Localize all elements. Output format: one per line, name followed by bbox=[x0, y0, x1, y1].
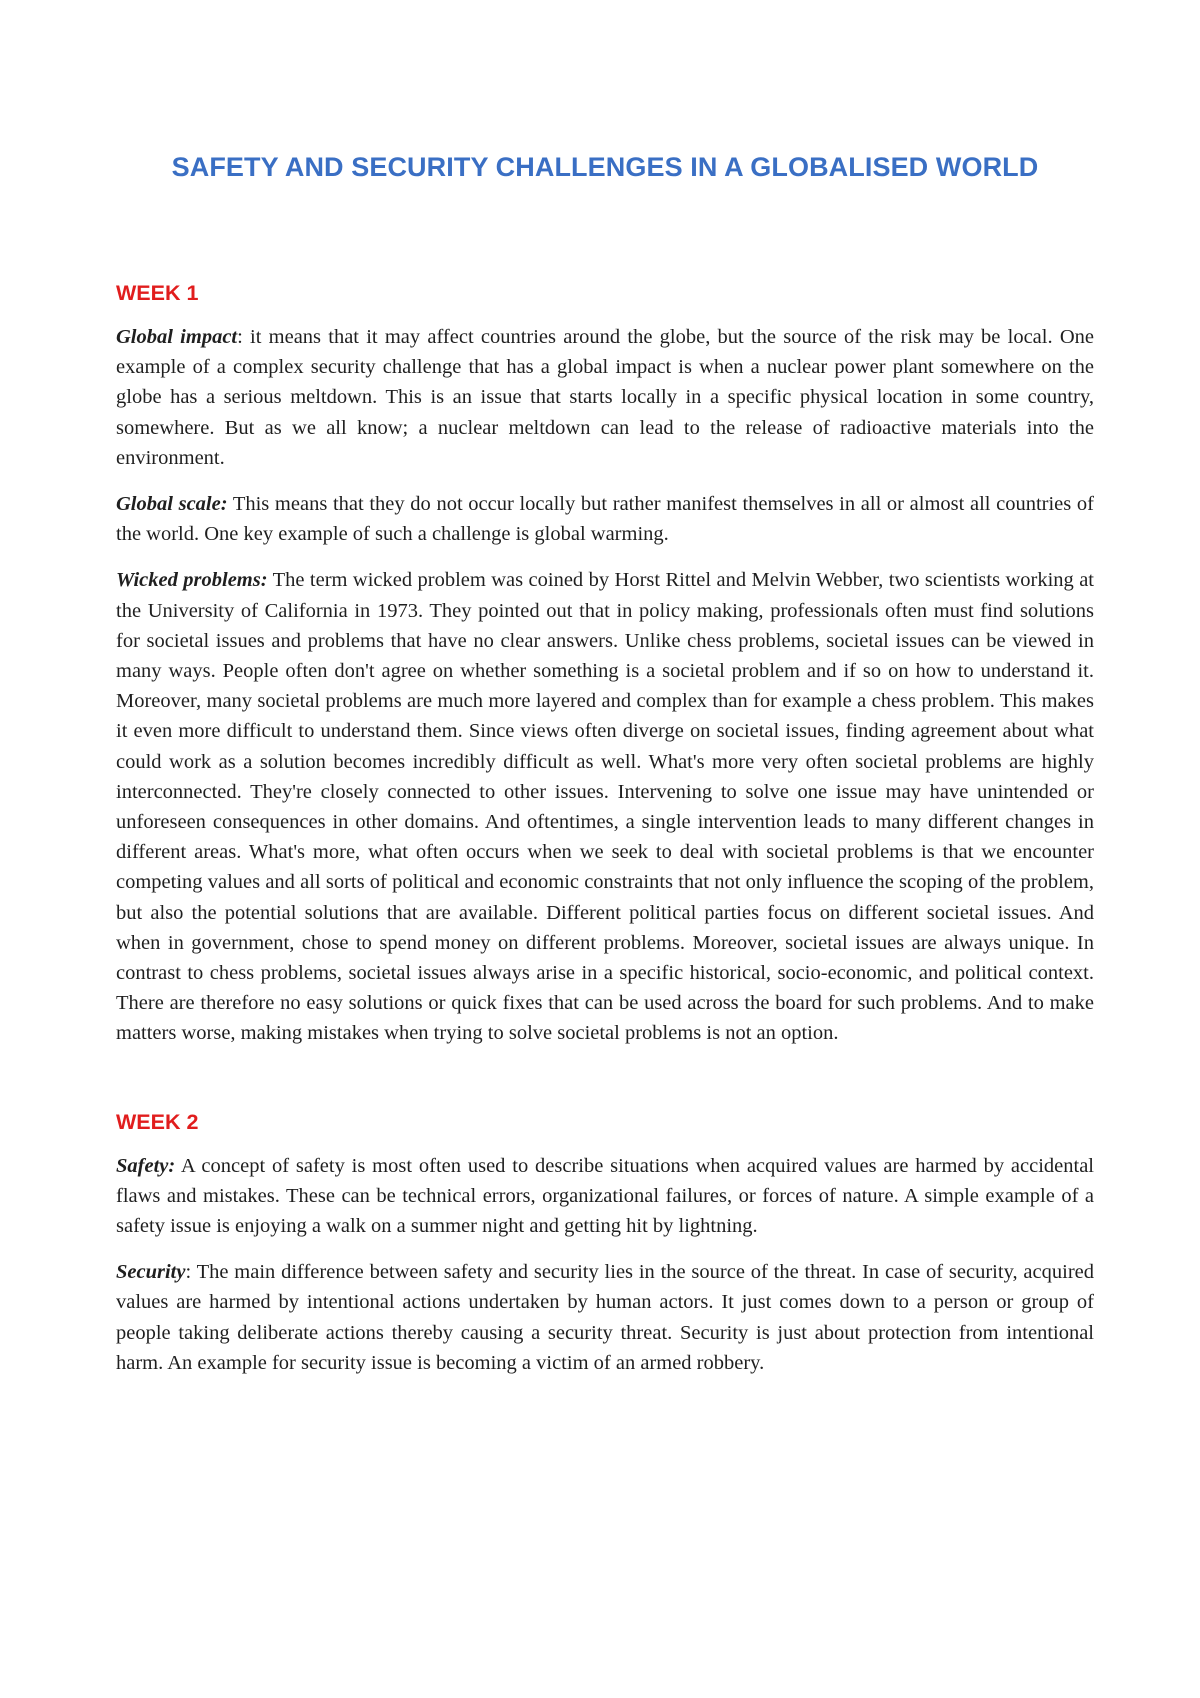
week-2-section bbox=[116, 1107, 1094, 1378]
wicked-problems-term: Wicked problems: bbox=[116, 569, 268, 592]
global-impact-text: : it means that it may affect countries around the globe, but the source of the risk may be local. One example of a complex security challenge that has a global impact is when a nuclear power plant somewhere on the globe has a serious meltdown. This is an issue that starts locally in a specific physical location in some country, somewhere. But as we all know; a nuclear meltdown can lead to the release of radioactive materials into the environment. bbox=[116, 326, 1094, 469]
week-2-heading: WEEK 2 bbox=[116, 1109, 199, 1134]
safety-text: A concept of safety is most often used to describe situations when acquired values are harmed by accidental flaws and mistakes. These can be technical errors, organizational failures, or forces of nature. A simple example of a safety issue is enjoying a walk on a summer night and getting hit by lightning. bbox=[116, 1154, 1094, 1238]
wicked-problems-paragraph bbox=[116, 565, 1094, 1048]
document-title: SAFETY AND SECURITY CHALLENGES IN A GLOBALISED WORLD bbox=[171, 152, 1039, 182]
week-1-heading: WEEK 1 bbox=[116, 281, 199, 305]
global-scale-paragraph bbox=[116, 489, 1094, 549]
security-text: : The main difference between safety and security lies in the source of the threat. In case of security, acquired values are harmed by intentional actions undertaken by human actors. It just comes down to a person or group of people taking deliberate actions thereby causing a security threat. Security is just about protection from intentional harm. An example for security issue is becoming a victim of an armed robbery. bbox=[116, 1261, 1094, 1374]
wicked-problems-text: The term wicked problem was coined by Horst Rittel and Melvin Webber, two scientists working at the University of California in 1973. They pointed out that in policy making, professionals often must find solutions for societal issues and problems that have no clear answers. Unlike chess problems, societal issues can be viewed in many ways. People often don't agree on whether something is a societal problem and if so on how to understand it. Moreover, many societal problems are much more layered and complex than for example a chess problem. This makes it even more difficult to understand them. Since views often diverge on societal issues, finding agreement about what could work as a solution becomes incredibly difficult as well. What's more very often societal problems are highly interconnected. They're closely connected to other issues. Intervening to solve one issue may have unintended or unforeseen consequences in other domains. And oftentimes, a single intervention leads to many different changes in different areas. What's more, what often occurs when we seek to deal with societal problems is that we encounter competing values and all sorts of political and economic constraints that not only influence the scoping of the problem, but also the potential solutions that are available. Different political parties focus on different societal issues. And when in government, chose to spend money on different problems. Moreover, societal issues are always unique. In contrast to chess problems, societal issues always arise in a specific historical, socio-economic, and political context. There are therefore no easy solutions or quick fixes that can be used across the board for such problems. And to make matters worse, making mistakes when trying to solve societal problems is not an option. bbox=[116, 569, 1095, 1045]
global-scale-text: This means that they do not occur locally but rather manifest themselves in all or almost all countries of the world. One key example of such a challenge is global warming. bbox=[116, 493, 1094, 546]
safety-paragraph bbox=[116, 1151, 1094, 1242]
week-1-section bbox=[116, 278, 1094, 1049]
document-content bbox=[116, 150, 1094, 1394]
global-impact-paragraph bbox=[116, 322, 1094, 473]
global-impact-term: Global impact bbox=[116, 326, 238, 348]
global-scale-term: Global scale: bbox=[116, 493, 228, 516]
security-paragraph bbox=[116, 1257, 1094, 1378]
security-term: Security bbox=[116, 1261, 186, 1284]
safety-term: Safety: bbox=[116, 1154, 176, 1177]
